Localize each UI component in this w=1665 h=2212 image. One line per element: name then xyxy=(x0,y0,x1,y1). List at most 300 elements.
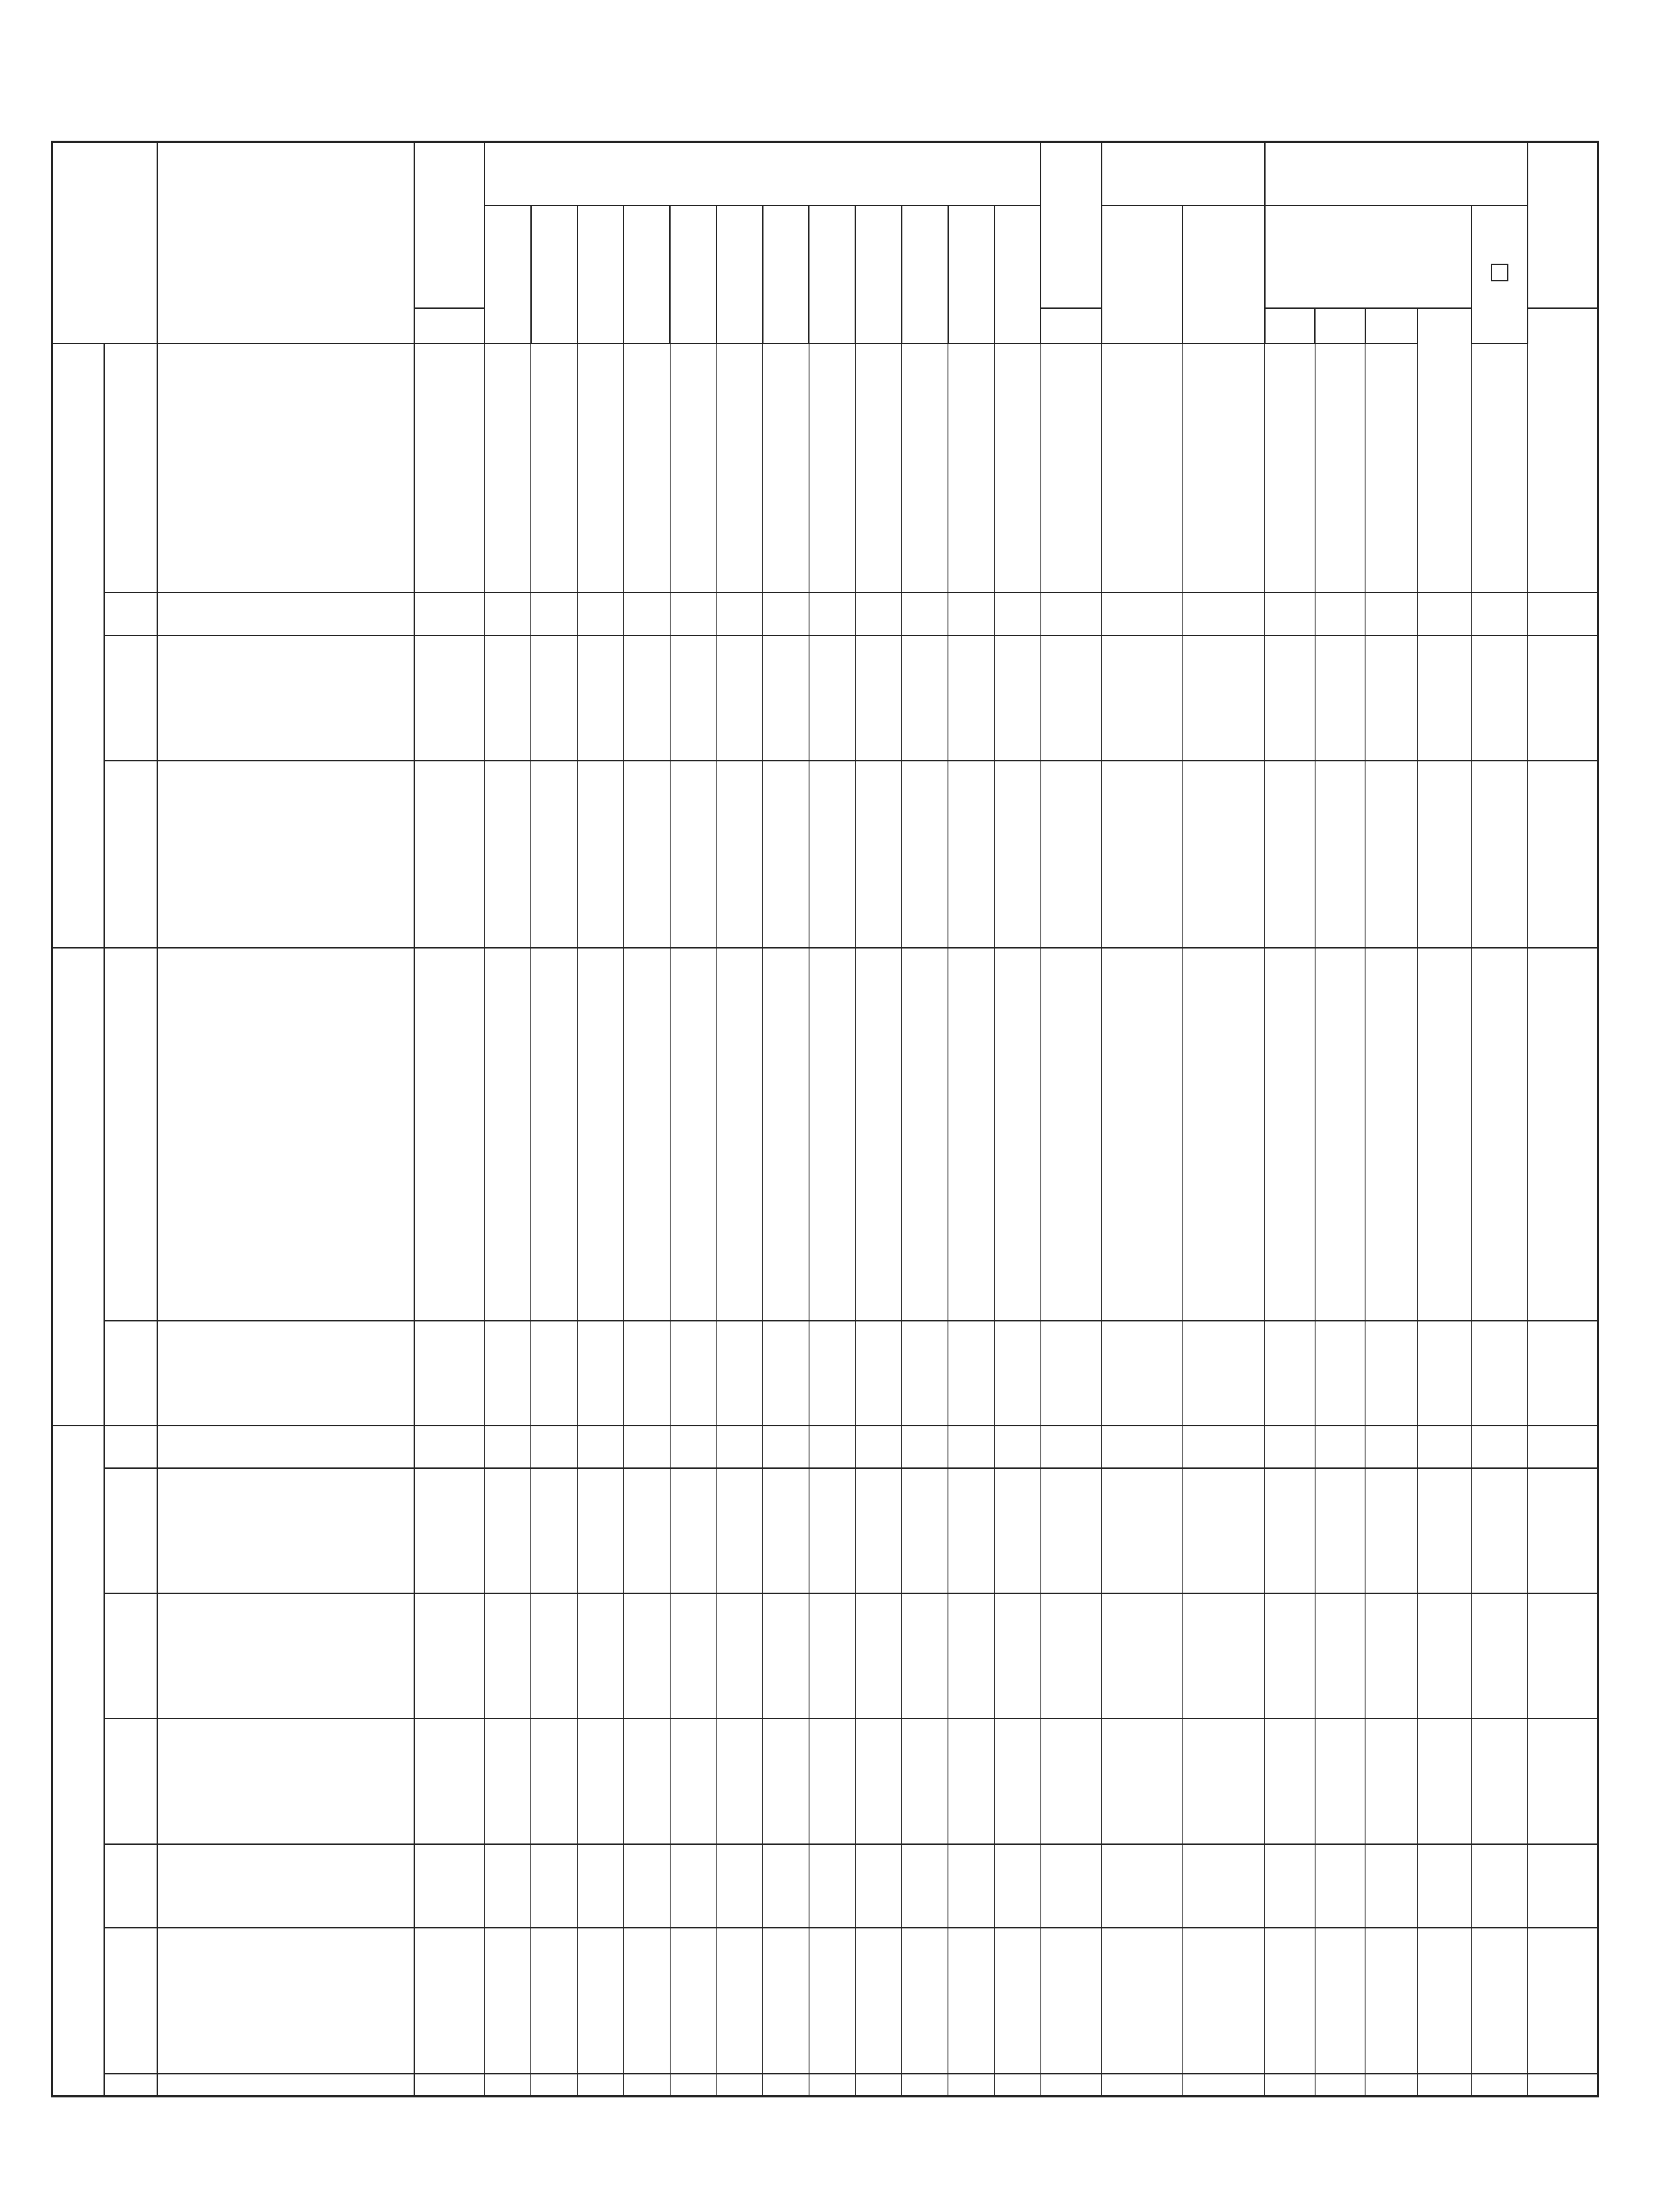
cell-value xyxy=(1183,2052,1265,2074)
cell-value xyxy=(1527,1697,1598,1719)
cell-value xyxy=(414,948,484,969)
cell-value xyxy=(902,1010,948,1031)
cell-value xyxy=(763,1802,809,1823)
sub-river-cell xyxy=(104,1468,157,1594)
cell-value xyxy=(1041,760,1102,782)
cell-value xyxy=(577,2011,624,2032)
cell-value xyxy=(763,803,809,823)
cell-value xyxy=(1471,1656,1527,1677)
cell-value xyxy=(1527,1363,1598,1384)
cell-value xyxy=(856,1615,902,1636)
cell-value xyxy=(716,1217,763,1238)
cell-value xyxy=(577,1258,624,1279)
cell-value xyxy=(670,657,717,677)
table-row xyxy=(52,1052,1598,1072)
cell-value xyxy=(716,948,763,969)
cell-value xyxy=(994,969,1041,990)
cell-value xyxy=(1265,906,1315,927)
header-n1 xyxy=(1041,308,1102,344)
cell-value xyxy=(414,1238,484,1259)
cell-value xyxy=(994,489,1041,510)
cell-value xyxy=(531,1321,577,1342)
cell-value xyxy=(856,1551,902,1572)
cell-value xyxy=(1315,530,1366,551)
cell-value xyxy=(1101,1093,1182,1114)
cell-value xyxy=(484,1594,531,1615)
cell-value xyxy=(577,1531,624,1551)
cell-value xyxy=(624,844,670,865)
cell-value xyxy=(763,1093,809,1114)
cell-value xyxy=(1417,1886,1471,1907)
cell-value xyxy=(1417,344,1471,365)
cell-value xyxy=(948,406,994,427)
cell-value xyxy=(414,2074,484,2097)
cell-value xyxy=(716,1928,763,1949)
cell-value xyxy=(948,1928,994,1949)
cell-value xyxy=(414,551,484,572)
cell-value xyxy=(902,593,948,614)
cell-value xyxy=(670,1217,717,1238)
cell-value xyxy=(1101,844,1182,865)
cell-value xyxy=(1101,1970,1182,1991)
cell-value xyxy=(1417,1155,1471,1176)
cell-value xyxy=(902,1761,948,1782)
cell-value xyxy=(716,1114,763,1134)
cell-value xyxy=(1315,510,1366,530)
cell-value xyxy=(1417,677,1471,698)
cell-value xyxy=(1041,2011,1102,2032)
cell-value xyxy=(1183,1447,1265,1468)
cell-value xyxy=(994,1217,1041,1238)
cell-value xyxy=(1041,1781,1102,1802)
cell-value xyxy=(670,1656,717,1677)
cell-value xyxy=(1265,1300,1315,1321)
cell-value xyxy=(902,2052,948,2074)
cell-value xyxy=(531,823,577,844)
cell-value xyxy=(1365,1949,1417,1970)
cell-value xyxy=(1527,1677,1598,1697)
cell-value xyxy=(624,1072,670,1093)
cell-value xyxy=(1101,1134,1182,1155)
cell-value xyxy=(670,1990,717,2011)
cell-value xyxy=(1183,948,1265,969)
cell-value xyxy=(1101,1155,1182,1176)
cell-value xyxy=(1041,739,1102,760)
cell-value xyxy=(577,468,624,489)
cell-value xyxy=(1471,510,1527,530)
cell-value xyxy=(948,385,994,406)
station-name xyxy=(157,698,414,719)
cell-value xyxy=(948,1279,994,1300)
cell-value xyxy=(1041,1155,1102,1176)
cell-value xyxy=(1417,1404,1471,1425)
cell-value xyxy=(670,2052,717,2074)
cell-value xyxy=(948,1697,994,1719)
cell-value xyxy=(1101,1217,1182,1238)
cell-value xyxy=(1417,1697,1471,1719)
cell-value xyxy=(856,2032,902,2053)
cell-value xyxy=(624,823,670,844)
cell-value xyxy=(670,468,717,489)
cell-value xyxy=(1041,572,1102,593)
cell-value xyxy=(902,1719,948,1740)
cell-value xyxy=(577,427,624,448)
cell-value xyxy=(716,718,763,739)
cell-value xyxy=(1365,885,1417,906)
header-hoehe xyxy=(1101,206,1182,344)
cell-value xyxy=(531,572,577,593)
cell-value xyxy=(948,1907,994,1928)
cell-value xyxy=(1041,1907,1102,1928)
cell-value xyxy=(531,635,577,657)
cell-value xyxy=(1365,551,1417,572)
cell-value xyxy=(624,1114,670,1134)
cell-value xyxy=(1471,1865,1527,1886)
cell-value xyxy=(716,1155,763,1176)
cell-value xyxy=(1041,1886,1102,1907)
cell-value xyxy=(1365,1052,1417,1072)
cell-value xyxy=(902,739,948,760)
table-row xyxy=(52,948,1598,969)
cell-value xyxy=(670,447,717,468)
cell-value xyxy=(531,1114,577,1134)
cell-value xyxy=(1315,1134,1366,1155)
cell-value xyxy=(716,427,763,448)
cell-value xyxy=(716,365,763,386)
cell-value xyxy=(1365,1865,1417,1886)
table-row xyxy=(52,1551,1598,1572)
cell-value xyxy=(902,1342,948,1363)
cell-value xyxy=(716,1594,763,1615)
cell-value xyxy=(1365,1404,1417,1425)
cell-value xyxy=(1183,1031,1265,1052)
cell-value xyxy=(809,1761,856,1782)
cell-value xyxy=(670,1907,717,1928)
cell-value xyxy=(531,1490,577,1510)
cell-value xyxy=(577,1907,624,1928)
cell-value xyxy=(1041,1300,1102,1321)
cell-value xyxy=(1101,635,1182,657)
cell-value xyxy=(902,1551,948,1572)
cell-value xyxy=(531,864,577,885)
cell-value xyxy=(809,1404,856,1425)
cell-value xyxy=(763,864,809,885)
cell-value xyxy=(577,1970,624,1991)
cell-value xyxy=(1471,1677,1527,1697)
cell-value xyxy=(1527,844,1598,865)
cell-value xyxy=(484,1010,531,1031)
cell-value xyxy=(1041,1176,1102,1197)
cell-value xyxy=(994,718,1041,739)
cell-value xyxy=(1315,1072,1366,1093)
cell-value xyxy=(763,385,809,406)
header-seehoehe-unit xyxy=(414,308,484,344)
cell-value xyxy=(948,1155,994,1176)
cell-value xyxy=(624,385,670,406)
cell-value xyxy=(902,760,948,782)
cell-value xyxy=(577,1761,624,1782)
cell-value xyxy=(1315,614,1366,635)
cell-value xyxy=(1417,1928,1471,1949)
cell-value xyxy=(994,1594,1041,1615)
cell-value xyxy=(948,1238,994,1259)
table-row xyxy=(52,2011,1598,2032)
cell-value xyxy=(763,1114,809,1134)
cell-value xyxy=(902,1802,948,1823)
cell-value xyxy=(763,1510,809,1531)
cell-value xyxy=(670,2032,717,2053)
cell-value xyxy=(624,803,670,823)
cell-value xyxy=(1527,1844,1598,1865)
cell-value xyxy=(624,572,670,593)
station-name xyxy=(157,1404,414,1425)
cell-value xyxy=(856,657,902,677)
cell-value xyxy=(670,1928,717,1949)
cell-value xyxy=(1183,2011,1265,2032)
cell-value xyxy=(994,572,1041,593)
cell-value xyxy=(902,1363,948,1384)
cell-value xyxy=(948,1321,994,1342)
cell-value xyxy=(1527,1279,1598,1300)
cell-value xyxy=(484,1802,531,1823)
cell-value xyxy=(1041,1134,1102,1155)
table-row xyxy=(52,1383,1598,1404)
table-row xyxy=(52,1447,1598,1468)
cell-value xyxy=(763,823,809,844)
cell-value xyxy=(624,468,670,489)
cell-value xyxy=(670,782,717,803)
cell-value xyxy=(948,2074,994,2097)
cell-value xyxy=(1183,551,1265,572)
cell-value xyxy=(1471,1572,1527,1594)
cell-value xyxy=(1471,1802,1527,1823)
cell-value xyxy=(994,1761,1041,1782)
sub-river-cell xyxy=(104,1425,157,1468)
cell-value xyxy=(994,698,1041,719)
cell-value xyxy=(1101,1072,1182,1093)
cell-value xyxy=(716,406,763,427)
cell-value xyxy=(809,1865,856,1886)
cell-value xyxy=(1527,677,1598,698)
cell-value xyxy=(1471,635,1527,657)
cell-value xyxy=(1315,1636,1366,1656)
cell-value xyxy=(531,2052,577,2074)
cell-value xyxy=(1417,990,1471,1010)
cell-value xyxy=(948,657,994,677)
cell-value xyxy=(1417,760,1471,782)
cell-value xyxy=(1527,2074,1598,2097)
cell-value xyxy=(1101,1907,1182,1928)
header-month-8 xyxy=(856,206,902,344)
cell-value xyxy=(948,698,994,719)
station-name xyxy=(157,1238,414,1259)
cell-value xyxy=(716,1677,763,1697)
cell-value xyxy=(484,406,531,427)
cell-value xyxy=(716,1279,763,1300)
cell-value xyxy=(856,1425,902,1447)
cell-value xyxy=(809,1886,856,1907)
cell-value xyxy=(1527,1551,1598,1572)
cell-value xyxy=(948,1217,994,1238)
cell-value xyxy=(484,1363,531,1384)
cell-value xyxy=(994,1258,1041,1279)
cell-value xyxy=(809,1907,856,1928)
cell-value xyxy=(1183,1093,1265,1114)
cell-value xyxy=(994,1300,1041,1321)
cell-value xyxy=(1041,657,1102,677)
cell-value xyxy=(1471,1404,1527,1425)
cell-value xyxy=(670,1425,717,1447)
cell-value xyxy=(670,677,717,698)
cell-value xyxy=(484,718,531,739)
cell-value xyxy=(577,969,624,990)
station-name xyxy=(157,489,414,510)
cell-value xyxy=(1265,1823,1315,1844)
cell-value xyxy=(1041,1761,1102,1782)
table-row xyxy=(52,782,1598,803)
cell-value xyxy=(1315,885,1366,906)
cell-value xyxy=(414,1551,484,1572)
cell-value xyxy=(531,489,577,510)
cell-value xyxy=(414,906,484,927)
cell-value xyxy=(670,1093,717,1114)
cell-value xyxy=(1527,1468,1598,1490)
cell-value xyxy=(1101,1949,1182,1970)
cell-value xyxy=(531,1928,577,1949)
cell-value xyxy=(1315,365,1366,386)
cell-value xyxy=(1471,1510,1527,1531)
cell-value xyxy=(484,1217,531,1238)
cell-value xyxy=(1471,948,1527,969)
cell-value xyxy=(484,344,531,365)
cell-value xyxy=(1041,1093,1102,1114)
cell-value xyxy=(484,1114,531,1134)
cell-value xyxy=(1183,906,1265,927)
cell-value xyxy=(1527,1404,1598,1425)
cell-value xyxy=(484,1134,531,1155)
cell-value xyxy=(1041,614,1102,635)
cell-value xyxy=(624,1010,670,1031)
cell-value xyxy=(1041,948,1102,969)
cell-value xyxy=(763,1907,809,1928)
cell-value xyxy=(531,1531,577,1551)
cell-value xyxy=(1365,1990,1417,2011)
cell-value xyxy=(902,718,948,739)
cell-value xyxy=(716,510,763,530)
cell-value xyxy=(1471,530,1527,551)
cell-value xyxy=(1265,1321,1315,1342)
cell-value xyxy=(1041,1010,1102,1031)
table-row xyxy=(52,1072,1598,1093)
cell-value xyxy=(902,1615,948,1636)
cell-value xyxy=(948,1551,994,1572)
cell-value xyxy=(948,468,994,489)
cell-value xyxy=(1265,1404,1315,1425)
cell-value xyxy=(531,1781,577,1802)
cell-value xyxy=(1265,572,1315,593)
cell-value xyxy=(1101,1823,1182,1844)
cell-value xyxy=(1365,427,1417,448)
cell-value xyxy=(1183,1383,1265,1404)
cell-value xyxy=(1183,1740,1265,1761)
cell-value xyxy=(856,1928,902,1949)
cell-value xyxy=(716,1865,763,1886)
cell-value xyxy=(1417,1572,1471,1594)
cell-value xyxy=(624,1907,670,1928)
cell-value xyxy=(531,1425,577,1447)
cell-value xyxy=(1183,1279,1265,1300)
cell-value xyxy=(1101,385,1182,406)
cell-value xyxy=(856,990,902,1010)
cell-value xyxy=(856,572,902,593)
cell-value xyxy=(716,2032,763,2053)
cell-value xyxy=(716,1093,763,1114)
cell-value xyxy=(1527,1761,1598,1782)
cell-value xyxy=(1365,344,1417,365)
cell-value xyxy=(577,1468,624,1490)
cell-value xyxy=(856,1490,902,1510)
cell-value xyxy=(531,1238,577,1259)
cell-value xyxy=(577,2032,624,2053)
cell-value xyxy=(1101,365,1182,386)
cell-value xyxy=(577,1781,624,1802)
cell-value xyxy=(1417,551,1471,572)
table-row xyxy=(52,657,1598,677)
cell-value xyxy=(624,1844,670,1865)
cell-value xyxy=(1365,969,1417,990)
cell-value xyxy=(716,1907,763,1928)
cell-value xyxy=(577,1447,624,1468)
cell-value xyxy=(484,2074,531,2097)
cell-value xyxy=(484,1258,531,1279)
cell-value xyxy=(1183,2032,1265,2053)
cell-value xyxy=(531,530,577,551)
cell-value xyxy=(1471,1279,1527,1300)
cell-value xyxy=(1365,739,1417,760)
cell-value xyxy=(414,677,484,698)
cell-value xyxy=(809,427,856,448)
cell-value xyxy=(809,447,856,468)
cell-value xyxy=(809,1949,856,1970)
cell-value xyxy=(670,1823,717,1844)
cell-value xyxy=(1365,657,1417,677)
cell-value xyxy=(809,1155,856,1176)
cell-value xyxy=(1417,2074,1471,2097)
cell-value xyxy=(484,1615,531,1636)
cell-value xyxy=(484,1781,531,1802)
table-row xyxy=(52,2032,1598,2053)
cell-value xyxy=(1101,1404,1182,1425)
cell-value xyxy=(484,1886,531,1907)
cell-value xyxy=(1527,1217,1598,1238)
cell-value xyxy=(948,1342,994,1363)
cell-value xyxy=(763,2032,809,2053)
station-name xyxy=(157,1970,414,1991)
cell-value xyxy=(1471,1886,1527,1907)
cell-value xyxy=(670,1155,717,1176)
cell-value xyxy=(1315,635,1366,657)
cell-value xyxy=(994,1802,1041,1823)
cell-value xyxy=(577,1656,624,1677)
cell-value xyxy=(1315,1447,1366,1468)
cell-value xyxy=(1101,1238,1182,1259)
cell-value xyxy=(1527,698,1598,719)
cell-value xyxy=(484,365,531,386)
cell-value xyxy=(1101,948,1182,969)
cell-value xyxy=(902,1238,948,1259)
cell-value xyxy=(531,427,577,448)
cell-value xyxy=(763,948,809,969)
